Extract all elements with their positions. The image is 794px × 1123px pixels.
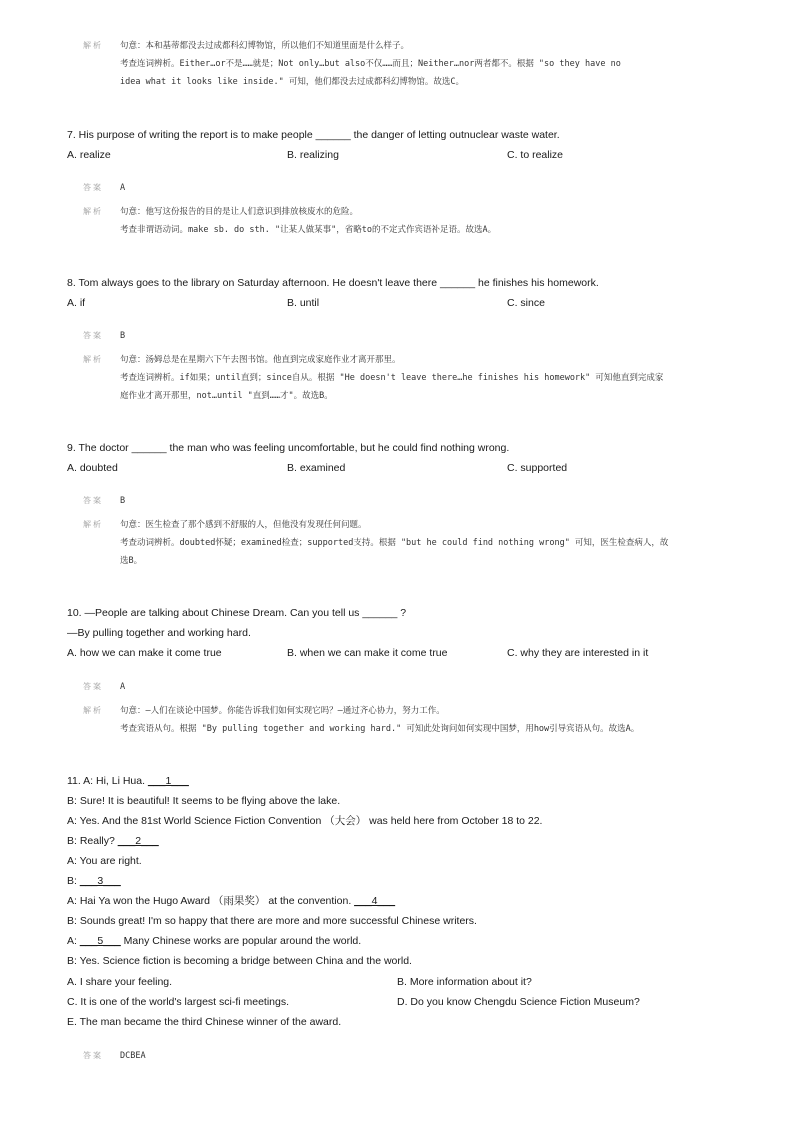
q11-option-b[interactable]: B. More information about it? (397, 976, 532, 988)
q8-option-b[interactable]: B. until (287, 297, 320, 309)
q9-stem: 9. The doctor ______ the man who was feeling uncomfortable, but he could find nothing wrong. (67, 442, 510, 454)
q11-blank[interactable]: ___3___ (79, 875, 121, 887)
q10-stem-response: —By pulling together and working hard. (67, 627, 251, 639)
q11-dialogue-line: A: Yes. And the 81st World Science Fiction Convention （大会） was held here from October 18 to 22. (67, 815, 543, 827)
q10-explanation-line: 句意：—人们在谈论中国梦。你能告诉我们如何实现它吗？—通过齐心协力，努力工作。 (120, 706, 445, 716)
q11-dialogue-line: 11. A: Hi, Li Hua. ___1___ (67, 775, 189, 787)
answer-label: 答案 (83, 1051, 103, 1060)
q9-explanation-line: 考查动词辨析。doubted怀疑；examined检查；supported支持。根据 "but he could find nothing wrong" 可知，医生检查病人，故 (120, 538, 669, 548)
q11-dialogue-line: A: You are right. (67, 855, 142, 867)
q10-explanation-line: 考查宾语从句。根据 "By pulling together and working hard." 可知此处询问如何实现中国梦，用how引导宾语从句。故选A。 (120, 724, 640, 734)
q10-stem: 10. —People are talking about Chinese Dream. Can you tell us ______ ? (67, 607, 407, 619)
q11-dialogue-line: B: Yes. Science fiction is becoming a bridge between China and the world. (67, 955, 412, 967)
q11-dialogue-line: B: Sure! It is beautiful! It seems to be flying above the lake. (67, 795, 341, 807)
q8-explanation-line: 庭作业才离开那里，not…until "直到……才"。故选B。 (120, 391, 333, 401)
q9-option-c[interactable]: C. supported (507, 462, 568, 474)
analysis-label: 解析 (83, 355, 103, 364)
q7-option-b[interactable]: B. realizing (287, 149, 339, 161)
q11-dialogue-line: B: ___3___ (67, 875, 121, 887)
answer-label: 答案 (83, 682, 103, 691)
q10-option-c[interactable]: C. why they are interested in it (507, 647, 649, 659)
q7-option-a[interactable]: A. realize (67, 149, 111, 161)
q8-explanation-line: 句意：汤姆总是在星期六下午去图书馆。他直到完成家庭作业才离开那里。 (120, 355, 401, 365)
q11-dialogue-line: B: Really? ___2___ (67, 835, 159, 847)
answer-label: 答案 (83, 496, 103, 505)
q9-option-b[interactable]: B. examined (287, 462, 346, 474)
q10-option-a[interactable]: A. how we can make it come true (67, 647, 222, 659)
q7-explanation-line: 考查非谓语动词。make sb. do sth. "让某人做某事"，省略to的不定式作宾语补足语。故选A。 (120, 225, 497, 235)
q11-dialogue-line: A: Hai Ya won the Hugo Award （雨果奖） at the convention. ___4___ (67, 895, 396, 907)
q11-dialogue-line: A: ___5___ Many Chinese works are popular around the world. (67, 935, 362, 947)
analysis-label: 解析 (83, 520, 103, 529)
q10-answer: A (120, 682, 126, 692)
q9-explanation-line: 句意：医生检查了那个感到不舒服的人，但他没有发现任何问题。 (120, 520, 367, 530)
q11-blank[interactable]: ___4___ (354, 895, 396, 907)
q9-explanation-line: 选B。 (120, 556, 143, 566)
q8-option-a[interactable]: A. if (67, 297, 86, 309)
q11-blank[interactable]: ___2___ (117, 835, 159, 847)
q8-explanation-line: 考查连词辨析。if如果；until直到；since自从。根据 "He doesn't leave there…he finishes his homework" 可知他直到完成家 (120, 373, 664, 383)
q11-option-c[interactable]: C. It is one of the world's largest sci-fi meetings. (67, 996, 290, 1008)
q11-option-a[interactable]: A. I share your feeling. (67, 976, 173, 988)
q7-option-c[interactable]: C. to realize (507, 149, 564, 161)
q6-explanation-line: 句意：本和基蒂都没去过成都科幻博物馆，所以他们不知道里面是什么样子。 (120, 41, 410, 51)
analysis-label: 解析 (83, 207, 103, 216)
analysis-label: 解析 (83, 706, 103, 715)
q8-option-c[interactable]: C. since (507, 297, 545, 309)
analysis-label: 解析 (83, 41, 103, 50)
q7-explanation-line: 句意：他写这份报告的目的是让人们意识到排放核废水的危险。 (120, 207, 359, 217)
q7-stem: 7. His purpose of writing the report is to make people ______ the danger of letting outnuclear waste water. (67, 129, 560, 141)
q11-blank[interactable]: ___5___ (79, 935, 121, 947)
q11-option-e[interactable]: E. The man became the third Chinese winner of the award. (67, 1016, 342, 1028)
q11-dialogue-line: B: Sounds great! I'm so happy that there are more and more successful Chinese writers. (67, 915, 477, 927)
q9-answer: B (120, 496, 126, 506)
q10-option-b[interactable]: B. when we can make it come true (287, 647, 448, 659)
q11-option-d[interactable]: D. Do you know Chengdu Science Fiction Museum? (397, 996, 640, 1008)
q7-answer: A (120, 183, 126, 193)
q6-explanation-line: idea what it looks like inside." 可知，他们都没去过成都科幻博物馆。故选C。 (120, 77, 464, 87)
q6-explanation-line: 考查连词辨析。Either…or不是……就是；Not only…but also不仅……而且；Neither…nor两者都不。根据 "so they have no (120, 59, 621, 69)
answer-label: 答案 (83, 331, 103, 340)
q8-answer: B (120, 331, 126, 341)
q8-stem: 8. Tom always goes to the library on Saturday afternoon. He doesn't leave there ______ he finishes his homework. (67, 277, 599, 289)
q11-answer: DCBEA (120, 1051, 146, 1061)
answer-label: 答案 (83, 183, 103, 192)
q9-option-a[interactable]: A. doubted (67, 462, 118, 474)
q11-blank[interactable]: ___1___ (147, 775, 189, 787)
